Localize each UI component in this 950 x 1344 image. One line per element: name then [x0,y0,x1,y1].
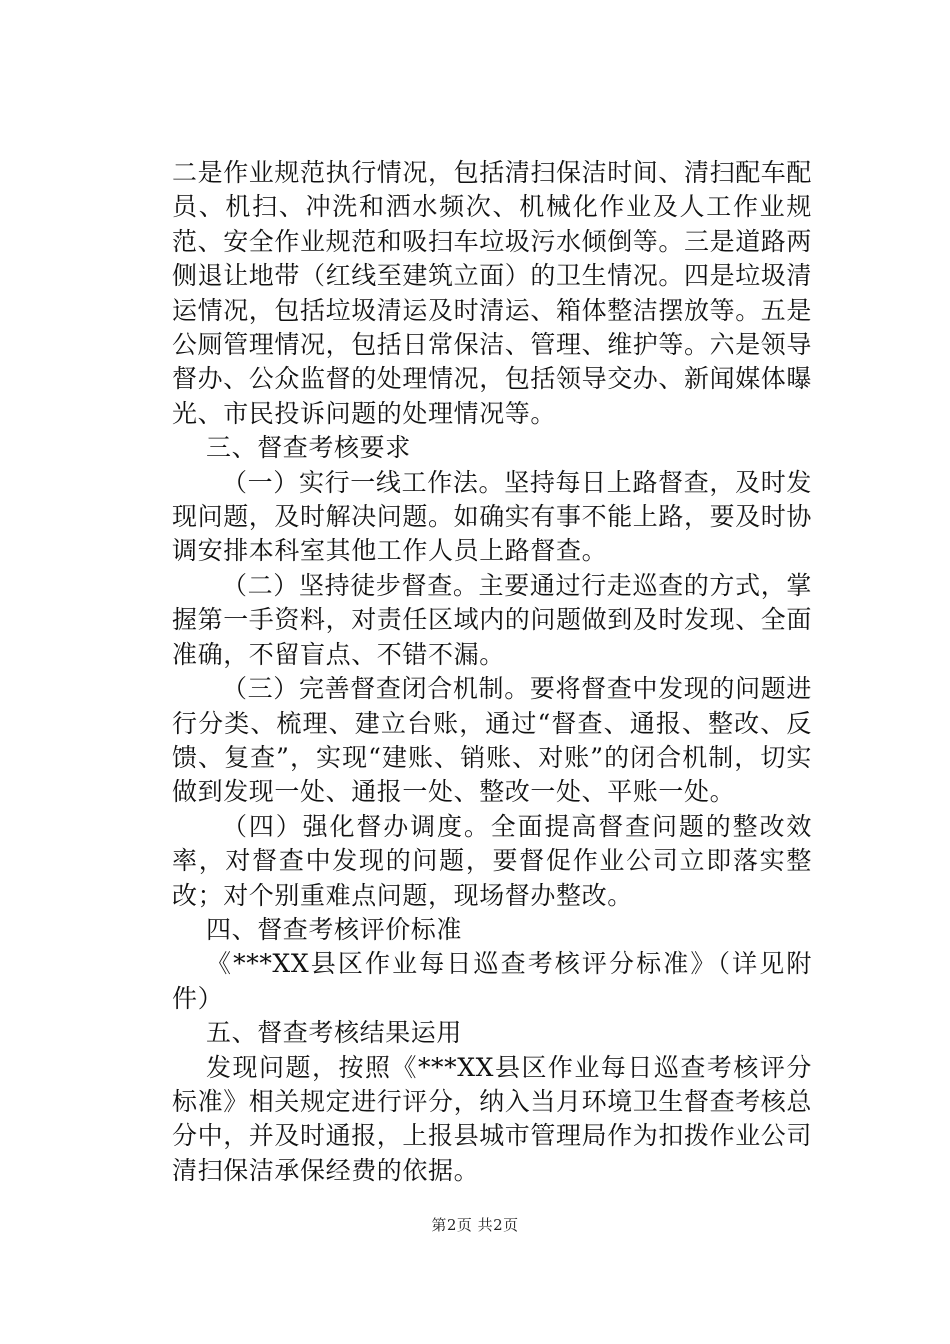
heading-evaluation-standard: 四、督查考核评价标准 [206,914,463,944]
paragraph-requirement-2: （二）坚持徒步督查。主要通过行走巡查的方式，掌握第一手资料，对责任区域内的问题做到及时发现、全面准确，不留盲点、不错不漏。 [172,570,813,669]
paragraph-requirement-4: （四）强化督办调度。全面提高督查问题的整改效率，对督查中发现的问题，要督促作业公司立即落实整改；对个别重难点问题，现场督办整改。 [172,811,812,910]
heading-requirements: 三、督查考核要求 [206,433,411,463]
paragraph-requirement-1: （一）实行一线工作法。坚持每日上路督查，及时发现问题，及时解决问题。如确实有事不能上路，要及时协调安排本科室其他工作人员上路督查。 [172,467,813,566]
paragraph-evaluation-standard: 《***XX县区作业每日巡查考核评分标准》（详见附件） [172,949,812,1013]
paragraph-requirement-3: （三）完善督查闭合机制。要将督查中发现的问题进行分类、梳理、建立台账，通过“督查、通报、整改、反馈、复查”，实现“建账、销账、对账”的闭合机制，切实做到发现一处、通报一处、整改一处、平账一处。 [172,674,812,807]
page-number-footer: 第2页 共2页 [431,1216,519,1234]
heading-results-application: 五、督查考核结果运用 [206,1018,463,1048]
paragraph-results-application: 发现问题，按照《***XX县区作业每日巡查考核评分标准》相关规定进行评分，纳入当月环境卫生督查考核总分中，并及时通报，上报县城市管理局作为扣拨作业公司清扫保洁承保经费的依据。 [172,1052,813,1185]
document-body [172,156,812,1188]
paragraph-work-standards: 二是作业规范执行情况，包括清扫保洁时间、清扫配车配员、机扫、冲洗和洒水频次、机械化作业及人工作业规范、安全作业规范和吸扫车垃圾污水倾倒等。三是道路两侧退让地带（红线至建筑立面）的卫生情况。四是垃圾清运情况，包括垃圾清运及时清运、箱体整洁摆放等。五是公厕管理情况，包括日常保洁、管理、维护等。六是领导督办、公众监督的处理情况，包括领导交办、新闻媒体曝光、市民投诉问题的处理情况等。 [172,158,813,428]
